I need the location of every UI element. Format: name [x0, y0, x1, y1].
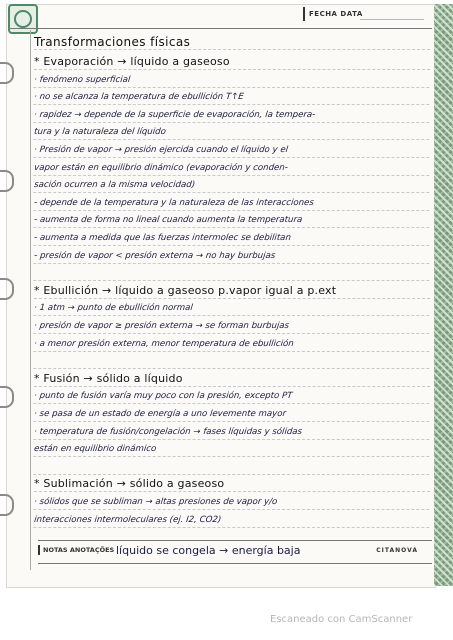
binder-ring [0, 170, 14, 192]
binder-ring [0, 62, 14, 84]
note-line: · presión de vapor ≥ presión externa → se forman burbujas [33, 320, 430, 334]
note-line: sación ocurren a la misma velocidad) [33, 179, 430, 193]
header-rule [8, 28, 432, 29]
note-line: - presión de vapor < presión externa → no hay burbujas [33, 250, 430, 264]
note-line [33, 355, 430, 369]
note-line: - aumenta de forma no lineal cuando aumenta la temperatura [33, 214, 430, 228]
notes-footer [38, 540, 432, 564]
note-line: · 1 atm → punto de ebullición normal [33, 302, 430, 316]
note-line: · se pasa de un estado de energía a uno levemente mayor [33, 408, 430, 422]
section-heading: * Fusión → sólido a líquido [34, 373, 430, 387]
note-line: · a menor presión externa, menor temperatura de ebullición [33, 338, 430, 352]
page-title: Transformaciones físicas [34, 36, 430, 50]
note-line: están en equilibrio dinámico [33, 443, 430, 457]
brand-logo [8, 4, 38, 34]
binder-ring [0, 386, 14, 408]
notes-label: NOTAS ANOTAÇÕES [38, 545, 114, 555]
note-line [33, 267, 430, 281]
brand-mark: CITANOVA [376, 547, 418, 554]
section-heading: * Evaporación → líquido a gaseoso [34, 56, 430, 70]
note-line: · rapidez → depende de la superficie de evaporación, la tempera- [33, 109, 430, 123]
note-line: vapor están en equilibrio dinámico (evaporación y conden- [33, 162, 430, 176]
margin-line [30, 30, 31, 570]
note-line: · temperatura de fusión/congelación → fases líquidas y sólidas [33, 426, 430, 440]
note-line: · no se alcanza la temperatura de ebullición T↑E [33, 91, 430, 105]
note-line: · punto de fusión varía muy poco con la presión, excepto PT [33, 390, 430, 404]
note-line: - depende de la temperatura y la naturaleza de las interacciones [33, 197, 430, 211]
binder-ring [0, 494, 14, 516]
date-line [360, 19, 424, 20]
note-line: · sólidos que se subliman → altas presiones de vapor y/o [33, 496, 430, 510]
note-line [33, 461, 430, 475]
binder-ring [0, 278, 14, 300]
note-line: tura y la naturaleza del líquido [33, 126, 430, 140]
section-heading: * Ebullición → líquido a gaseoso p.vapor igual a p.ext [34, 285, 430, 299]
date-label: FECHA DATA [303, 7, 363, 21]
scanner-watermark: Escaneado con CamScanner [270, 614, 413, 625]
note-line: interacciones intermoleculares (ej. I2, CO2) [33, 514, 430, 528]
section-heading: * Sublimación → sólido a gaseoso [34, 478, 430, 492]
note-line: · fenómeno superficial [33, 74, 430, 88]
notebook-spine [434, 4, 453, 586]
notes-text: líquido se congela → energía baja [116, 544, 301, 557]
note-line: - aumenta a medida que las fuerzas intermolec se debilitan [33, 232, 430, 246]
note-line: · Presión de vapor → presión ejercida cuando el líquido y el [33, 144, 430, 158]
